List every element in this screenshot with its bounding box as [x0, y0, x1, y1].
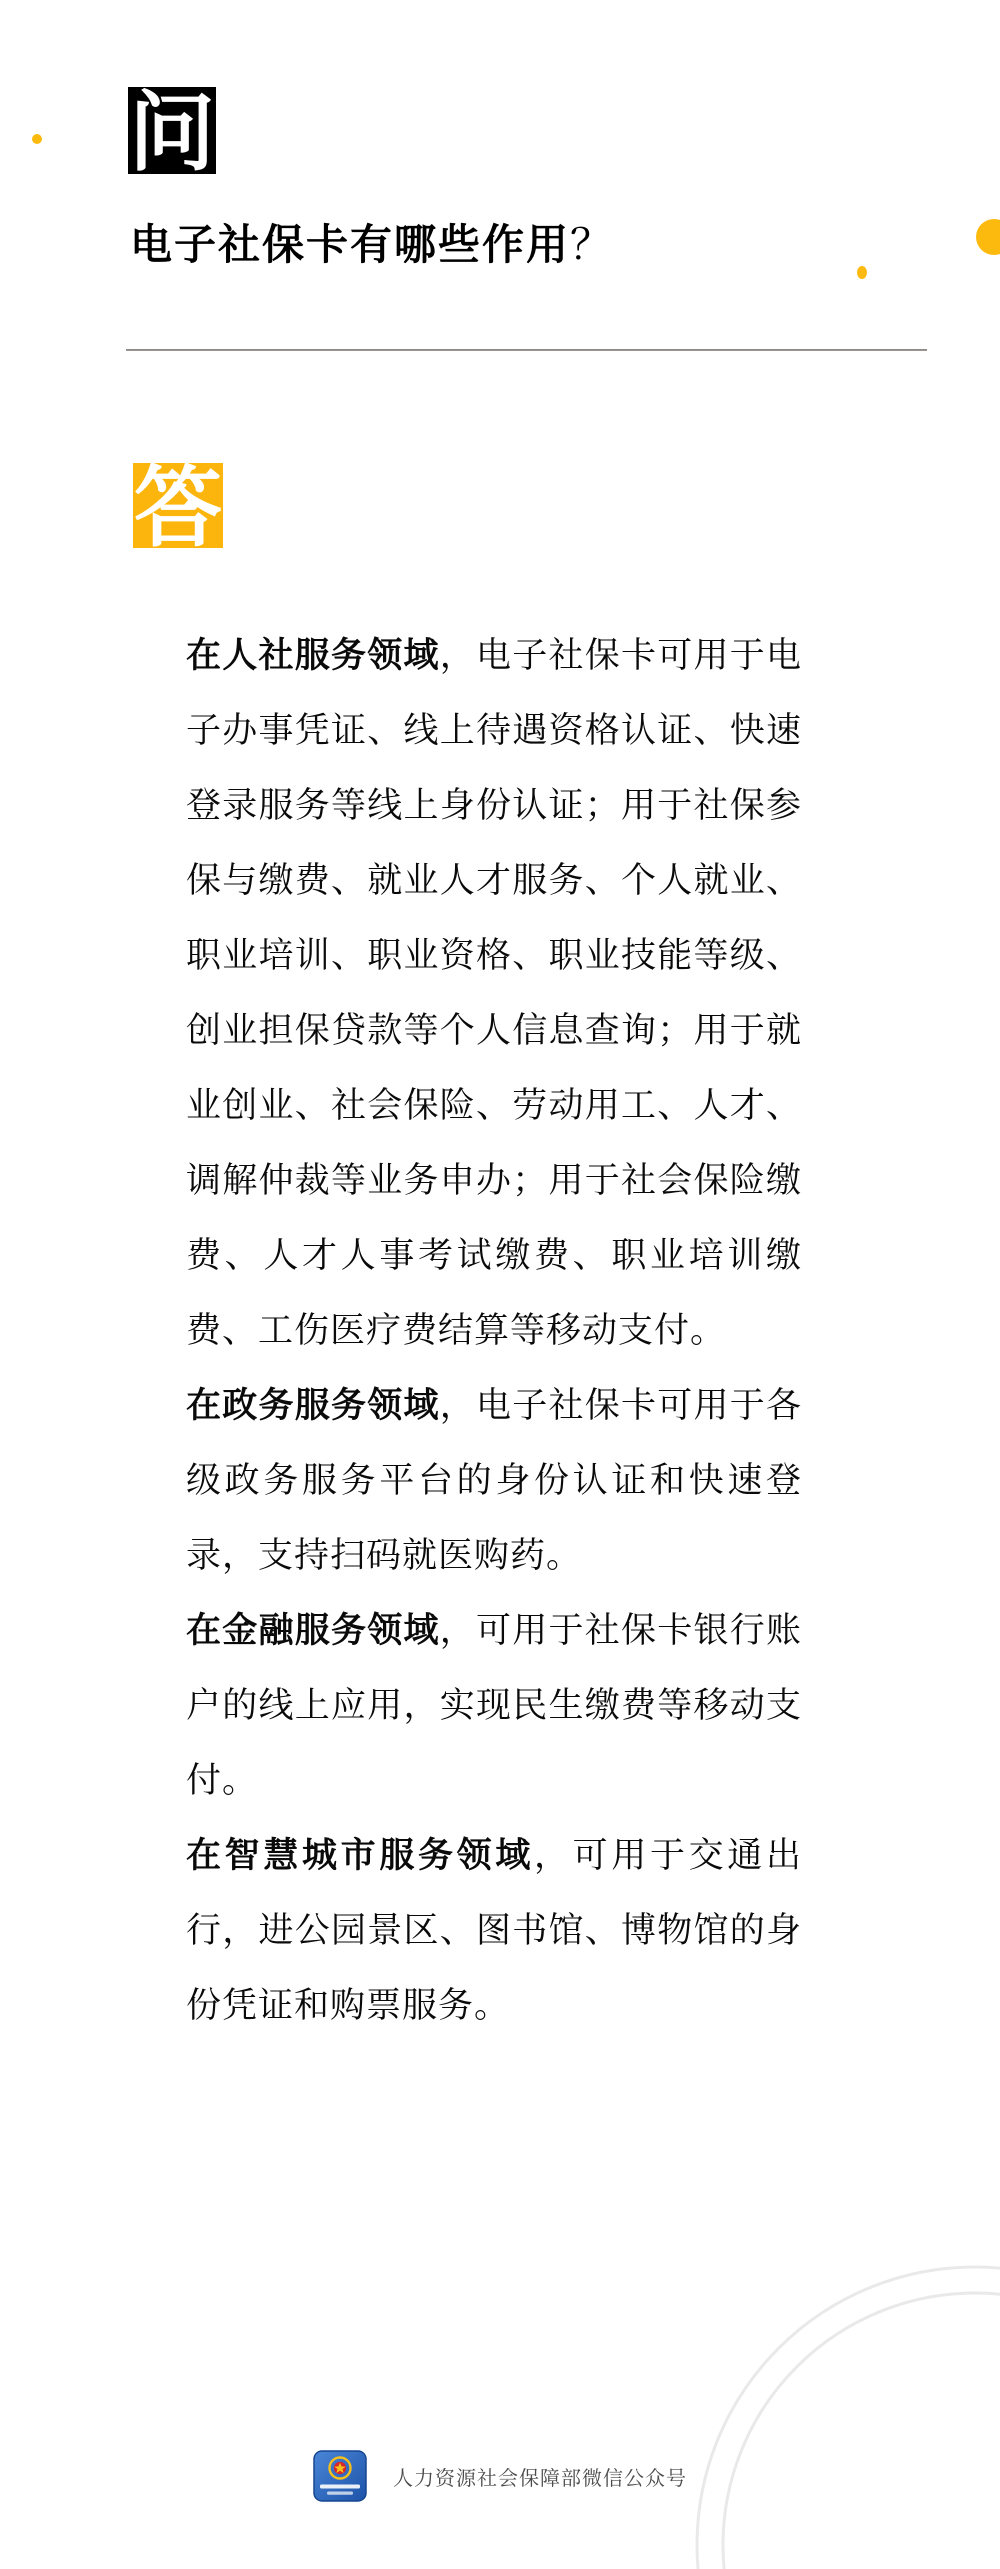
answer-body	[186, 618, 802, 2043]
question-badge-glyph: 问	[129, 85, 215, 181]
paragraph-lead: 在人社服务领域	[186, 636, 440, 675]
page-title	[130, 220, 830, 271]
decor-dot-left	[32, 134, 42, 144]
paragraph-text: ，可用于交通出行，进公园景区、图书馆、博物馆的身份凭证和购票服务。	[186, 1836, 802, 2025]
page-title-text: 电子社保卡有哪些作用	[130, 221, 571, 268]
answer-badge-glyph: 答	[133, 461, 222, 558]
divider-line	[126, 349, 927, 351]
paragraph-text: ，电子社保卡可用于电子办事凭证、线上待遇资格认证、快速登录服务等线上身份认证；用于社保参保与缴费、就业人才服务、个人就业、职业培训、职业资格、职业技能等级、创业担保贷款等个人信息查询；用于就业创业、社会保险、劳动用工、人才、调解仲裁等业务申办；用于社会保险缴费、人才人事考试缴费、职业培训缴费、工伤医疗费结算等移动支付。	[186, 636, 802, 1350]
footer-account-label: 人力资源社会保障部微信公众号	[393, 2467, 687, 2490]
question-badge	[128, 85, 216, 181]
answer-paragraph	[186, 1818, 802, 2043]
answer-paragraph	[186, 618, 802, 1368]
paragraph-text: ，电子社保卡可用于各级政务服务平台的身份认证和快速登录，支持扫码就医购药。	[186, 1386, 802, 1575]
paragraph-lead: 在金融服务领域	[186, 1611, 440, 1650]
mohrss-app-icon	[313, 2450, 367, 2502]
paragraph-lead: 在智慧城市服务领域	[186, 1836, 534, 1875]
answer-badge	[133, 461, 223, 558]
decor-circle-right	[976, 219, 1000, 255]
decor-dot-right-small	[857, 266, 867, 279]
page-title-question-mark: ？	[570, 223, 615, 269]
paragraph-lead: 在政务服务领域	[186, 1386, 440, 1425]
answer-paragraph	[186, 1368, 802, 1593]
footer	[0, 2444, 1000, 2508]
paragraph-text: ，可用于社保卡银行账户的线上应用，实现民生缴费等移动支付。	[186, 1611, 802, 1800]
answer-paragraph	[186, 1593, 802, 1818]
